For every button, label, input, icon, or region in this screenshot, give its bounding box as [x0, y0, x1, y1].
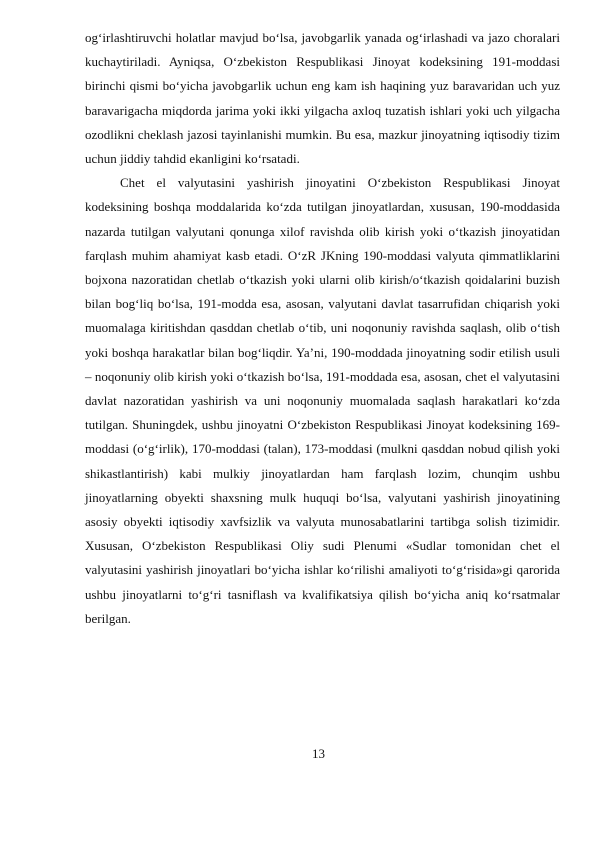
body-text	[85, 26, 560, 631]
paragraph-2: Chet el valyutasini yashirish jinoyatini O‘zbekiston Respublikasi Jinoyat kodeksining boshqa moddalarida ko‘zda tutilgan jinoyatlardan, xususan, 190-moddasida nazarda tutilgan valyutani qonunga xilof ravishda olib kirish yoki o‘tkazish jinoyatidan farqlash muhim ahamiyat kasb etadi. O‘zR JKning 190-moddasi valyuta qimmatliklarini bojxona nazoratidan chetlab o‘tkazish yoki ularni olib kirish/o‘tkazish qoidalarini buzish bilan bog‘liq bo‘lsa, 191-modda esa, asosan, valyutani davlat tasarrufidan chiqarish yoki muomalaga kiritishdan qasddan chetlab o‘tib, uni noqonuniy ravishda saqlash, olib o‘tish yoki boshqa harakatlar bilan bog‘liqdir. Ya’ni, 190-moddada jinoyatning sodir etilish usuli – noqonuniy olib kirish yoki o‘tkazish bo‘lsa, 191-moddada esa, asosan, chet el valyutasini davlat nazoratidan yashirish va uni noqonuniy muomalada saqlash harakatlari ko‘zda tutilgan. Shuningdek, ushbu jinoyatni O‘zbekiston Respublikasi Jinoyat kodeksining 169-moddasi (o‘g‘irlik), 170-moddasi (talan), 173-moddasi (mulkni qasddan nobud qilish yoki shikastlantirish) kabi mulkiy jinoyatlardan ham farqlash lozim, chunqim ushbu jinoyatlarning obyekti shaxsning mulk huquqi bo‘lsa, valyutani yashirish jinoyatining asosiy obyekti iqtisodiy xavfsizlik va valyuta munosabatlarini tartibga solish tizimidir. Xususan, O‘zbekiston Respublikasi Oliy sudi Plenumi «Sudlar tomonidan chet el valyutasini yashirish jinoyatlari bo‘yicha ishlar ko‘rilishi amaliyoti to‘g‘risida»gi qarorida ushbu jinoyatlarni to‘g‘ri tasniflash va kvalifikatsiya qilish bo‘yicha aniq ko‘rsatmalar berilgan.	[85, 175, 560, 626]
paragraph-1: og‘irlashtiruvchi holatlar mavjud bo‘lsa, javobgarlik yanada og‘irlashadi va jazo choralari kuchaytiriladi. Ayniqsa, O‘zbekiston Respublikasi Jinoyat kodeksining 191-moddasi birinchi qismi bo‘yicha javobgarlik uchun eng kam ish haqining yuz baravaridan uch yuz baravarigacha miqdorda jarima yoki ikki yilgacha axloq tuzatish ishlari yoki uch yilgacha ozodlikni cheklash jazosi tayinlanishi mumkin. Bu esa, mazkur jinoyatning iqtisodiy tizim uchun jiddiy tahdid ekanligini ko‘rsatadi.	[85, 30, 560, 167]
page-number: 13	[312, 746, 325, 761]
